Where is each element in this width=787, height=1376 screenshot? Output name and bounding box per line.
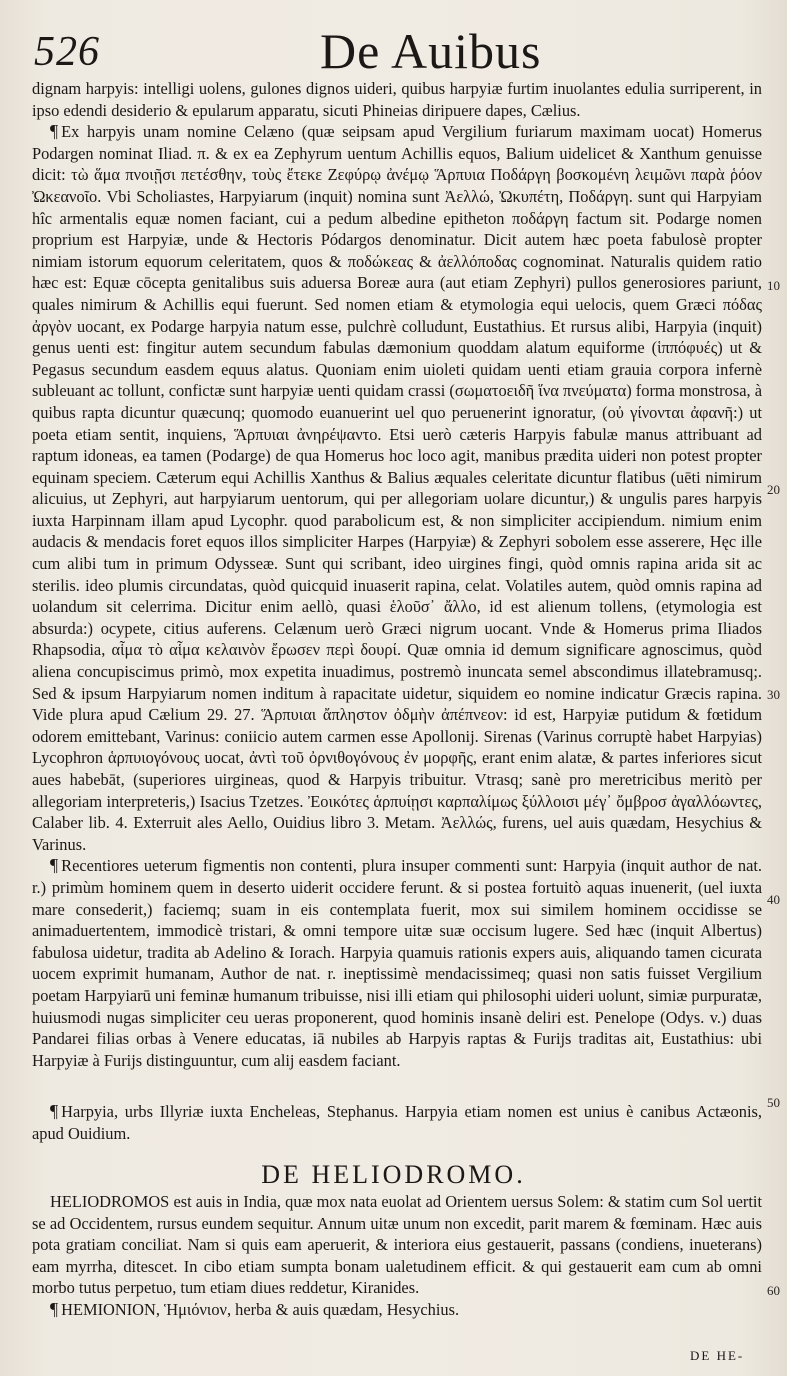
margin-line-number: 20 — [767, 482, 780, 497]
margin-line-number: 60 — [767, 1283, 780, 1298]
paragraph-4-text: Harpyia, urbs Illyriæ iuxta Encheleas, Stephanus. Harpyia etiam nomen est unius è canibus Actæonis, apud Ouidium. — [32, 1102, 762, 1143]
margin-line-number: 10 — [767, 278, 780, 293]
running-head — [30, 20, 760, 80]
paragraph-6-text: HEMIONION, Ἡμιόνιον, herba & auis quædam, Hesychius. — [61, 1299, 460, 1319]
pilcrow-mark: ¶ — [50, 1298, 59, 1319]
page-number: 526 — [34, 29, 100, 75]
margin-line-number: 40 — [767, 892, 780, 907]
section-heading: DE HELIODROMO. — [261, 1160, 526, 1189]
harpyia-city-block — [32, 1101, 762, 1144]
paragraph-3-text: Recentiores ueterum figmentis non contenti, plura insuper commenti sunt: Harpyia (inquit author de nat. r.) primùm hominem quem in deserto uiderit occidere ferunt. & si postea fortuitò aquas inuenerit, (uel iuxta mare consederit,) faciemq; suam in eis contemplata fuerit, mox sui similem hominem occidisse se animaduertentem, immodicè tristari, & omni tempore uitæ suæ occisum lugere. Sed hæc (inquit Albertus) fabulosa uidetur, tradita ab Adelino & Iorach. Harpyia quamuis rationis expers auis, aliquando tamen cicurata uocem exprimit humanam, Author de nat. r. ineptissimè mendacissimeq; quasi non satis fuisset Vergilium poetam Harpyiarū uni feminæ humanum tribuisse, nisi illi etiam qui philosophi uideri uolunt, simiæ purpuratæ, huiusmodi nugas simpliciter ceu ueras proponerent, quod hominis insanè deliri est. Penelope (Odys. v.) duas Pandarei filias orbas à Venere educatas, iā nubiles ab Harpyis raptas & Furijs traditas ait, Eustathius: ubi Harpyiæ à Furijs distinguuntur, cum alij easdem faciant. — [32, 856, 762, 1070]
pilcrow-mark: ¶ — [50, 1101, 59, 1121]
running-title: De Auibus — [320, 23, 542, 79]
paragraph-5: HELIODROMOS est auis in India, quæ mox nata euolat ad Orientem uersus Solem: & statim cum Sol uertit se ad Occidentem, rursus eundem sequitur. Annum uitæ unum non excedit, parit marem & fœminam. Hæc auis pota gratiam conciliat. Nam si quis eam aperuerit, & interiora eius gestauerit, passans (condiens, inueterans) eam myrrha, ditescet. In cibo etiam sumpta bonam ualetudinem efficit. & qui gestauerit eam cum ab omni morbo tutus perpetuo, tum etiam diues reddetur, Kiranides. — [32, 1192, 762, 1298]
paragraph-2 — [32, 121, 762, 855]
paragraph-1: dignam harpyis: intelligi uolens, gulones dignos uideri, quibus harpyiæ furtim inuolantes edulia surriperent, in ipso edendi desiderio & epularum apparatu, sicuti Phineias diripuere dapes, Cælius. — [32, 79, 762, 120]
pilcrow-mark: ¶ — [50, 121, 59, 142]
heliodromo-block — [32, 1191, 762, 1321]
paragraph-6 — [32, 1299, 762, 1321]
main-text-block — [32, 78, 762, 1071]
catchword: DE HE- — [690, 1348, 745, 1363]
paragraph-3 — [32, 855, 762, 1071]
paragraph-2-text: Ex harpyis unam nomine Celæno (quæ seipsam apud Vergilium furiarum maximam uocat) Homerus Podargen nominat Iliad. π. & ex ea Zephyrum uentum Achillis equos, Balium uidelicet & Xanthum genuisse dicit: τὼ ἅμα πνοιῇσι πετέσθην, τοὺς ἔτεκε Ζεφύρῳ ἀνέμῳ Ἅρπυια Ποδάργη βοσκομένη λειμῶνι παρὰ ῥόον Ὠκεανοῖο. Vbi Scholiastes, Harpyiarum (inquit) nomina sunt Ἀελλώ, Ὠκυπέτη, Ποδάργη. sunt qui Harpyiam hîc armentalis equæ nomen faciant, cui a pedum albedine epitheton ποδάργη factum sit. Podarge nomen proprium est Harpyiæ, unde & Hectoris Pódargos denominatur. Dicit autem hæc poeta fabulosè propter nimiam istorum equorum celeritatem, quos & ποδώκεας & ἀελλόποδας cognominat. Naturalis quidem ratio hæc est: Equæ cōcepta genitalibus suis aduersa Boreæ aura (aut etiam Zephyri) pullos generosiores pariunt, quales nimirum & Achillis equi fuerunt. Sed nomen etiam & etymologia equi uelocis, quem Græci πόδας ἀργὸν uocant, ex Podarge harpyia natum esse, pulchrè colludunt, Eustathius. Et rursus alibi, Harpyia (inquit) genus uenti est: fingitur autem secundum fabulas dæmonium quoddam alatum equiforme (ἱππόφυές) ut & Pegasus secundum easdem equus alatus. Quoniam enim uioleti quidam uenti etiam grauia corpora infernè subleuant ac tollunt, confictæ sunt harpyiæ uenti quidam crassi (σωματοειδῆ ἵνα πνεύματα) forma monstrosa, à quibus rapta dicuntur quæcunq; quomodo euanuerint uel quo peruenerint ignoratur, (οὐ γίνονται ἀφανῆ:) ut poeta etiam sentit, inquiens, Ἅρπυιαι ἀνηρέψαντο. Etsi uerò cæteris Harpyis fabulæ manus attribuant ad raptum idoneas, ea tamen (Podarge) de qua Homerus hoc loco agit, manibus prædita uideri non potest propter equinam speciem. Cæterum equi Achillis Xanthus & Balius æquales celeritate dicuntur flatibus (uēti nimirum alicuius, ut Zephyri, aut harpyiarum uentorum, qui per allegoriam uolare dicuntur,) & ungulis pares harpyis iuxta Harpinnam illam apud Lycophr. quod parabolicum est, & non simpliciter accipiendum. nimium enim audacis & mendacis foret equos illos simpliciter Harpes (Harpyiæ) & Zephyri sobolem esse asserere, Hęc ille cum alibi tum in primum Odysseæ. Sunt qui scribant, ideo uirgines fingi, quòd omnis rapina arida sit ac sterilis. ideo plumis circundatas, quòd quicquid inuaserit rapina, celat. Volatiles autem, quòd omnis rapina ad uolandum sit celerrima. Dicitur enim aellò, quasi ἑλοῦσ᾽ ἄλλο, id est alienum tollens, (etymologia est absurda:) ocypete, citius auferens. Celænum uerò Græci nigrum uocant. Vnde & Homerus prima Iliados Rhapsodia, αἷμα τὸ αἷμα κελαινὸν ἔρωσεν περὶ δουρί. Quæ omnia id demum significare agnoscimus, quòd aliena concupiscimus primò, mox expetita inuadimus, postremò inuncata semel abscondimus illatebramusq;. Sed & ipsum Harpyiarum nomen inditum à rapacitate uidetur, siquidem eo nomine indicatur Græcis rapina. Vide plura apud Cælium 29. 27. Ἅρπυιαι ἄπληστον ὀδμὴν ἀπέπνεον: id est, Harpyiæ putidum & fœtidum odorem emittebant, Varinus: coniicio autem carmen esse Apollonij. Sirenas (Varinus corruptè habet Harpyias) Lycophron ἁρπυιογόνους uocat, ἀντὶ τοῦ ὀρνιθογόνους ἐν μορφῆς, erant enim alatæ, & partes inferiores sicut aues habebāt, (superiores uirgineas, quod & Harpyis tribuitur. Vtrasq; sanè pro meretricibus meritò per allegoriam interpreteris,) Isacius Tzetzes. Ἐοικότες ἁρπυίῃσι καρπαλίμως ξύλλοισι μέγ᾽ ὄμβροσ ἀγαλλόωντες, Calaber lib. 4. Exterruit ales Aello, Ouidius libro 3. Metam. Ἀελλώς, furens, uel auis quædam, Hesychius & Varinus. — [32, 122, 762, 854]
margin-line-number: 30 — [767, 687, 780, 702]
paragraph-4 — [32, 1101, 762, 1144]
margin-line-number: 50 — [767, 1095, 780, 1110]
pilcrow-mark: ¶ — [50, 855, 59, 876]
